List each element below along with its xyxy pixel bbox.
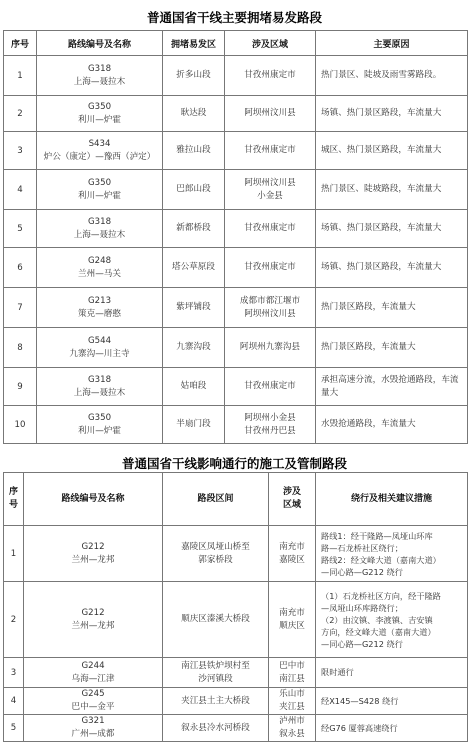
- table-row: [4, 582, 468, 658]
- table-row: [4, 368, 468, 406]
- header-route: 路线编号及名称: [37, 31, 163, 56]
- region-cell: 乐山市 夹江县: [269, 688, 316, 715]
- region-cell: 巴中市 南江县: [269, 658, 316, 688]
- table-row: [4, 132, 468, 170]
- reason-cell: 承担高速分流，水毁抢通路段，车流量大: [316, 368, 468, 406]
- region-cell: 阿坝州汶川县: [225, 96, 316, 132]
- row-number: 7: [4, 288, 37, 328]
- table-row: [4, 526, 468, 582]
- road-section-cell: 夹江县土主大桥段: [163, 688, 269, 715]
- route-cell: G350 利川—炉霍: [37, 406, 163, 444]
- road-section-cell: 嘉陵区凤垭山桥至 郭家桥段: [163, 526, 269, 582]
- row-number: 3: [4, 658, 24, 688]
- region-cell: 甘孜州康定市: [225, 248, 316, 288]
- road-section-cell: 南江县铁炉坝村至 沙河镇段: [163, 658, 269, 688]
- route-cell: G212 兰州—龙邦: [24, 582, 163, 658]
- route-cell: G248 兰州—马关: [37, 248, 163, 288]
- route-cell: G544 九寨沟—川主寺: [37, 328, 163, 368]
- table-row: [4, 210, 468, 248]
- reason-cell: 场镇、热门景区路段，车流量大: [316, 210, 468, 248]
- route-cell: G213 策克—磨憨: [37, 288, 163, 328]
- row-number: 5: [4, 210, 37, 248]
- detour-advice-cell: 限时通行: [316, 658, 468, 688]
- route-cell: G350 利川—炉霍: [37, 170, 163, 210]
- congestion-table: [3, 30, 468, 444]
- reason-cell: 场镇、热门景区路段，车流量大: [316, 96, 468, 132]
- region-cell: 甘孜州康定市: [225, 56, 316, 96]
- row-number: 6: [4, 248, 37, 288]
- congestion-area-cell: 九寨沟段: [163, 328, 225, 368]
- header-no: 序 号: [4, 473, 24, 526]
- detour-advice-cell: 经X145—S428 绕行: [316, 688, 468, 715]
- table-row: [4, 170, 468, 210]
- table-row: [4, 56, 468, 96]
- header-region: 涉及 区域: [269, 473, 316, 526]
- congestion-area-cell: 姑咱段: [163, 368, 225, 406]
- congestion-area-cell: 巴郎山段: [163, 170, 225, 210]
- row-number: 4: [4, 170, 37, 210]
- congestion-area-cell: 半扇门段: [163, 406, 225, 444]
- detour-advice-cell: 经G76 厦蓉高速绕行: [316, 715, 468, 742]
- reason-cell: 场镇、热门景区路段，车流量大: [316, 248, 468, 288]
- header-section: 路段区间: [163, 473, 269, 526]
- region-cell: 甘孜州康定市: [225, 210, 316, 248]
- detour-advice-cell: （1）石龙桥社区方向，经干隆路 —凤垭山环库路绕行； （2）由汶镇、李渡镇、吉安镇 方向，经文峰大道（嘉南大道） —同心路—G212 绕行: [316, 582, 468, 658]
- road-section-cell: 顺庆区溱溪大桥段: [163, 582, 269, 658]
- table-row: [4, 688, 468, 715]
- route-cell: G318 上海—聂拉木: [37, 210, 163, 248]
- row-number: 4: [4, 688, 24, 715]
- row-number: 8: [4, 328, 37, 368]
- reason-cell: 热门景区、陡坡路段，车流量大: [316, 170, 468, 210]
- region-cell: 泸州市 叙永县: [269, 715, 316, 742]
- row-number: 1: [4, 56, 37, 96]
- detour-advice-cell: 路线1：经干隆路—凤垭山环库 路—石龙桥社区绕行； 路线2：经文峰大道（嘉南大道） —同心路—G212 绕行: [316, 526, 468, 582]
- header-reason: 主要原因: [316, 31, 468, 56]
- table-header-row: [4, 473, 468, 526]
- header-area: 拥堵易发区: [163, 31, 225, 56]
- region-cell: 阿坝州小金县 甘孜州丹巴县: [225, 406, 316, 444]
- congestion-area-cell: 雅拉山段: [163, 132, 225, 170]
- row-number: 10: [4, 406, 37, 444]
- region-cell: 南充市 顺庆区: [269, 582, 316, 658]
- header-no: 序号: [4, 31, 37, 56]
- table-row: [4, 328, 468, 368]
- row-number: 5: [4, 715, 24, 742]
- table-row: [4, 288, 468, 328]
- row-number: 1: [4, 526, 24, 582]
- road-section-cell: 叙永县冷水河桥段: [163, 715, 269, 742]
- region-cell: 甘孜州康定市: [225, 132, 316, 170]
- table-header-row: [4, 31, 468, 56]
- header-route: 路线编号及名称: [24, 473, 163, 526]
- congestion-area-cell: 塔公草原段: [163, 248, 225, 288]
- route-cell: G318 上海—聂拉木: [37, 56, 163, 96]
- reason-cell: 水毁抢通路段，车流量大: [316, 406, 468, 444]
- header-region: 涉及区域: [225, 31, 316, 56]
- row-number: 2: [4, 96, 37, 132]
- construction-section-title: 普通国省干线影响通行的施工及管制路段: [121, 456, 347, 471]
- region-cell: 阿坝州汶川县 小金县: [225, 170, 316, 210]
- route-cell: G350 利川—炉霍: [37, 96, 163, 132]
- region-cell: 阿坝州九寨沟县: [225, 328, 316, 368]
- table-row: [4, 715, 468, 742]
- table-row: [4, 406, 468, 444]
- route-cell: G318 上海—聂拉木: [37, 368, 163, 406]
- row-number: 2: [4, 582, 24, 658]
- header-advice: 绕行及相关建议措施: [316, 473, 468, 526]
- reason-cell: 热门景区、陡坡及雨雪雾路段。: [316, 56, 468, 96]
- region-cell: 南充市 嘉陵区: [269, 526, 316, 582]
- reason-cell: 热门景区路段，车流量大: [316, 288, 468, 328]
- congestion-area-cell: 折多山段: [163, 56, 225, 96]
- route-cell: G245 巴中—金平: [24, 688, 163, 715]
- reason-cell: 热门景区路段，车流量大: [316, 328, 468, 368]
- table-row: [4, 658, 468, 688]
- region-cell: 成都市都江堰市 阿坝州汶川县: [225, 288, 316, 328]
- route-cell: G212 兰州—龙邦: [24, 526, 163, 582]
- row-number: 9: [4, 368, 37, 406]
- congestion-area-cell: 耿达段: [163, 96, 225, 132]
- row-number: 3: [4, 132, 37, 170]
- congestion-area-cell: 紫坪铺段: [163, 288, 225, 328]
- route-cell: G321 广州—成都: [24, 715, 163, 742]
- region-cell: 甘孜州康定市: [225, 368, 316, 406]
- reason-cell: 城区、热门景区路段，车流量大: [316, 132, 468, 170]
- congestion-area-cell: 新都桥段: [163, 210, 225, 248]
- route-cell: S434 炉公（康定）—豫西（泸定）: [37, 132, 163, 170]
- table-row: [4, 248, 468, 288]
- congestion-section-title: 普通国省干线主要拥堵易发路段: [146, 10, 322, 25]
- construction-table: [3, 472, 468, 742]
- route-cell: G244 乌海—江津: [24, 658, 163, 688]
- table-row: [4, 96, 468, 132]
